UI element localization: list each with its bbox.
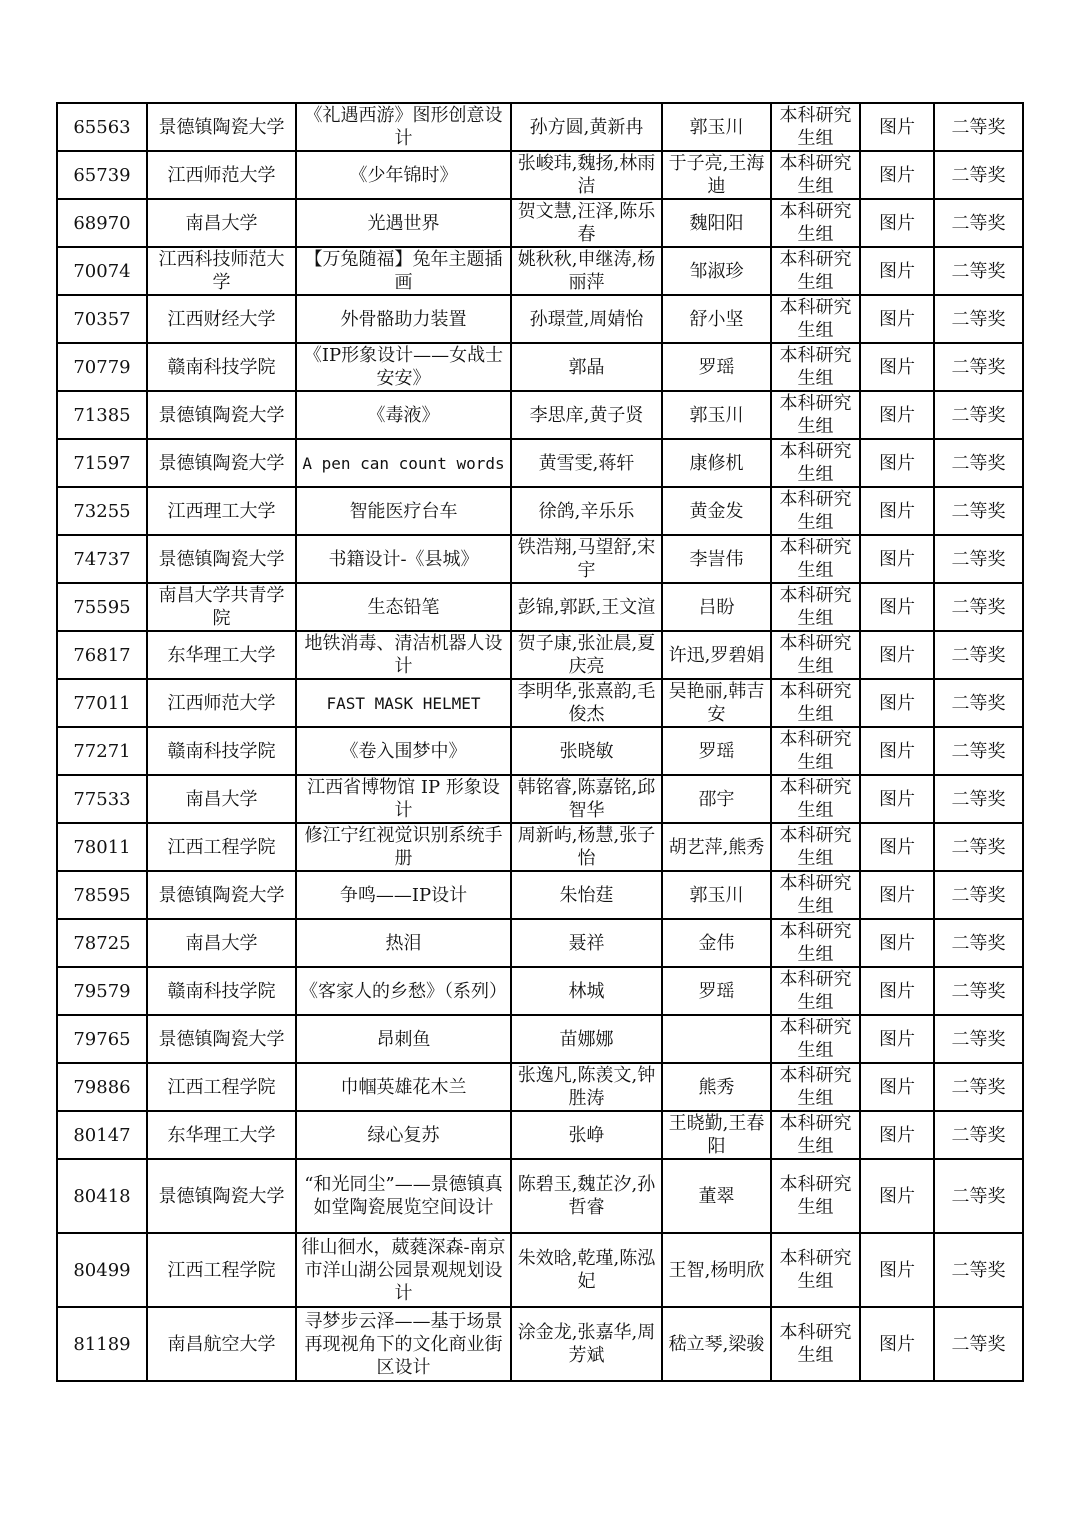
cell-title: 修江宁红视觉识别系统手册: [296, 823, 511, 871]
cell-id: 78595: [57, 871, 147, 919]
cell-group: 本科研究生组: [771, 631, 860, 679]
table-row: [57, 151, 1023, 199]
cell-school: 南昌大学: [147, 775, 296, 823]
cell-authors: 贺子康,张沚晨,夏庆亮: [511, 631, 662, 679]
cell-authors: 朱怡莛: [511, 871, 662, 919]
cell-school: 景德镇陶瓷大学: [147, 439, 296, 487]
cell-id: 65739: [57, 151, 147, 199]
cell-title: 昂刺鱼: [296, 1015, 511, 1063]
cell-category: 图片: [860, 823, 934, 871]
table-row: [57, 1015, 1023, 1063]
cell-advisor: 魏阳阳: [662, 199, 771, 247]
cell-group: 本科研究生组: [771, 919, 860, 967]
table-row: [57, 1063, 1023, 1111]
cell-id: 80147: [57, 1111, 147, 1159]
cell-advisor: 郭玉川: [662, 103, 771, 151]
cell-school: 江西工程学院: [147, 823, 296, 871]
cell-award: 二等奖: [934, 1307, 1023, 1381]
cell-school: 东华理工大学: [147, 631, 296, 679]
cell-school: 江西师范大学: [147, 151, 296, 199]
cell-award: 二等奖: [934, 343, 1023, 391]
cell-id: 74737: [57, 535, 147, 583]
cell-title: A pen can count words: [296, 439, 511, 487]
cell-id: 80418: [57, 1159, 147, 1233]
cell-authors: 姚秋秋,申继涛,杨丽萍: [511, 247, 662, 295]
cell-advisor: 吴艳丽,韩吉安: [662, 679, 771, 727]
cell-id: 78011: [57, 823, 147, 871]
cell-id: 75595: [57, 583, 147, 631]
cell-group: 本科研究生组: [771, 871, 860, 919]
table-row: [57, 487, 1023, 535]
cell-school: 江西工程学院: [147, 1063, 296, 1111]
cell-authors: 张峻玮,魏扬,林雨洁: [511, 151, 662, 199]
cell-advisor: 康修机: [662, 439, 771, 487]
cell-title: 《毒液》: [296, 391, 511, 439]
cell-group: 本科研究生组: [771, 823, 860, 871]
cell-title: 生态铅笔: [296, 583, 511, 631]
cell-title: FAST MASK HELMET: [296, 679, 511, 727]
cell-category: 图片: [860, 727, 934, 775]
table-row: [57, 103, 1023, 151]
cell-advisor: 许迅,罗碧娟: [662, 631, 771, 679]
cell-title: 热泪: [296, 919, 511, 967]
cell-title: 徘山徊水，葳蕤深森-南京市洋山湖公园景观规划设计: [296, 1233, 511, 1307]
cell-id: 73255: [57, 487, 147, 535]
cell-id: 70074: [57, 247, 147, 295]
cell-id: 71597: [57, 439, 147, 487]
cell-id: 80499: [57, 1233, 147, 1307]
cell-category: 图片: [860, 631, 934, 679]
cell-title: 《少年锦时》: [296, 151, 511, 199]
cell-title: “和光同尘”——景德镇真如堂陶瓷展览空间设计: [296, 1159, 511, 1233]
cell-authors: 彭锦,郭跃,王文渲: [511, 583, 662, 631]
cell-school: 赣南科技学院: [147, 727, 296, 775]
cell-category: 图片: [860, 391, 934, 439]
cell-category: 图片: [860, 871, 934, 919]
cell-award: 二等奖: [934, 487, 1023, 535]
cell-authors: 林城: [511, 967, 662, 1015]
cell-category: 图片: [860, 583, 934, 631]
cell-advisor: 黄金发: [662, 487, 771, 535]
cell-advisor: 舒小坚: [662, 295, 771, 343]
cell-category: 图片: [860, 1111, 934, 1159]
cell-school: 南昌大学共青学院: [147, 583, 296, 631]
table-row: [57, 727, 1023, 775]
cell-advisor: 郭玉川: [662, 391, 771, 439]
cell-id: 79579: [57, 967, 147, 1015]
cell-category: 图片: [860, 967, 934, 1015]
cell-id: 78725: [57, 919, 147, 967]
cell-authors: 朱效晗,乾瑾,陈泓妃: [511, 1233, 662, 1307]
cell-award: 二等奖: [934, 583, 1023, 631]
table-row: [57, 679, 1023, 727]
cell-title: 外骨骼助力装置: [296, 295, 511, 343]
cell-award: 二等奖: [934, 823, 1023, 871]
cell-group: 本科研究生组: [771, 1307, 860, 1381]
cell-group: 本科研究生组: [771, 439, 860, 487]
cell-advisor: 于子亮,王海迪: [662, 151, 771, 199]
cell-award: 二等奖: [934, 727, 1023, 775]
cell-group: 本科研究生组: [771, 103, 860, 151]
cell-category: 图片: [860, 1015, 934, 1063]
cell-category: 图片: [860, 1233, 934, 1307]
cell-authors: 李思庠,黄子贤: [511, 391, 662, 439]
cell-authors: 陈碧玉,魏芷汐,孙哲睿: [511, 1159, 662, 1233]
cell-title: 《卷入围梦中》: [296, 727, 511, 775]
cell-authors: 张峥: [511, 1111, 662, 1159]
cell-advisor: 王晓勤,王春阳: [662, 1111, 771, 1159]
cell-title: 书籍设计-《县城》: [296, 535, 511, 583]
cell-school: 景德镇陶瓷大学: [147, 103, 296, 151]
cell-category: 图片: [860, 199, 934, 247]
table-row: [57, 199, 1023, 247]
cell-advisor: 吕盼: [662, 583, 771, 631]
cell-id: 68970: [57, 199, 147, 247]
cell-award: 二等奖: [934, 775, 1023, 823]
cell-category: 图片: [860, 679, 934, 727]
cell-group: 本科研究生组: [771, 967, 860, 1015]
cell-authors: 贺文慧,汪泽,陈乐春: [511, 199, 662, 247]
cell-award: 二等奖: [934, 1063, 1023, 1111]
cell-category: 图片: [860, 343, 934, 391]
table-row: [57, 583, 1023, 631]
cell-advisor: 董翠: [662, 1159, 771, 1233]
cell-award: 二等奖: [934, 1015, 1023, 1063]
table-row: [57, 631, 1023, 679]
table-row: [57, 343, 1023, 391]
cell-group: 本科研究生组: [771, 247, 860, 295]
cell-school: 南昌航空大学: [147, 1307, 296, 1381]
cell-award: 二等奖: [934, 535, 1023, 583]
cell-authors: 黄雪雯,蒋轩: [511, 439, 662, 487]
awards-table-body: [57, 103, 1023, 1381]
table-row: [57, 439, 1023, 487]
cell-group: 本科研究生组: [771, 727, 860, 775]
cell-authors: 苗娜娜: [511, 1015, 662, 1063]
cell-id: 77011: [57, 679, 147, 727]
cell-group: 本科研究生组: [771, 1159, 860, 1233]
cell-advisor: 胡艺萍,熊秀: [662, 823, 771, 871]
cell-group: 本科研究生组: [771, 583, 860, 631]
cell-authors: 铁浩翔,马望舒,宋宇: [511, 535, 662, 583]
cell-group: 本科研究生组: [771, 679, 860, 727]
cell-category: 图片: [860, 487, 934, 535]
cell-id: 81189: [57, 1307, 147, 1381]
cell-title: 《礼遇西游》图形创意设计: [296, 103, 511, 151]
cell-award: 二等奖: [934, 1233, 1023, 1307]
table-row: [57, 823, 1023, 871]
cell-group: 本科研究生组: [771, 535, 860, 583]
table-row: [57, 775, 1023, 823]
cell-id: 77271: [57, 727, 147, 775]
cell-authors: 张逸凡,陈羡文,钟胜涛: [511, 1063, 662, 1111]
cell-category: 图片: [860, 439, 934, 487]
cell-id: 79765: [57, 1015, 147, 1063]
cell-award: 二等奖: [934, 199, 1023, 247]
cell-school: 东华理工大学: [147, 1111, 296, 1159]
table-row: [57, 535, 1023, 583]
cell-id: 79886: [57, 1063, 147, 1111]
table-row: [57, 295, 1023, 343]
table-row: [57, 1233, 1023, 1307]
cell-category: 图片: [860, 247, 934, 295]
cell-school: 江西科技师范大学: [147, 247, 296, 295]
cell-category: 图片: [860, 919, 934, 967]
cell-authors: 涂金龙,张嘉华,周芳斌: [511, 1307, 662, 1381]
table-row: [57, 1111, 1023, 1159]
cell-group: 本科研究生组: [771, 151, 860, 199]
cell-school: 景德镇陶瓷大学: [147, 1159, 296, 1233]
cell-title: 【万兔随福】兔年主题插画: [296, 247, 511, 295]
cell-award: 二等奖: [934, 679, 1023, 727]
cell-category: 图片: [860, 103, 934, 151]
cell-category: 图片: [860, 151, 934, 199]
cell-group: 本科研究生组: [771, 1233, 860, 1307]
cell-authors: 孙璟萱,周婧怡: [511, 295, 662, 343]
cell-award: 二等奖: [934, 1159, 1023, 1233]
cell-award: 二等奖: [934, 295, 1023, 343]
cell-advisor: 罗瑶: [662, 727, 771, 775]
cell-title: 江西省博物馆 IP 形象设计: [296, 775, 511, 823]
cell-authors: 徐鸽,辛乐乐: [511, 487, 662, 535]
table-row: [57, 1159, 1023, 1233]
cell-authors: 韩铭睿,陈嘉铭,邱智华: [511, 775, 662, 823]
cell-award: 二等奖: [934, 967, 1023, 1015]
cell-group: 本科研究生组: [771, 343, 860, 391]
table-row: [57, 1307, 1023, 1381]
cell-school: 江西财经大学: [147, 295, 296, 343]
cell-award: 二等奖: [934, 871, 1023, 919]
cell-group: 本科研究生组: [771, 1015, 860, 1063]
cell-id: 76817: [57, 631, 147, 679]
awards-table: [56, 102, 1024, 1382]
cell-group: 本科研究生组: [771, 295, 860, 343]
cell-advisor: 罗瑶: [662, 343, 771, 391]
cell-category: 图片: [860, 1063, 934, 1111]
cell-school: 江西工程学院: [147, 1233, 296, 1307]
cell-authors: 聂祥: [511, 919, 662, 967]
cell-award: 二等奖: [934, 103, 1023, 151]
cell-title: 争鸣——IP设计: [296, 871, 511, 919]
table-row: [57, 967, 1023, 1015]
cell-group: 本科研究生组: [771, 487, 860, 535]
cell-school: 江西师范大学: [147, 679, 296, 727]
cell-id: 65563: [57, 103, 147, 151]
cell-advisor: 李訔伟: [662, 535, 771, 583]
cell-category: 图片: [860, 775, 934, 823]
cell-authors: 周新屿,杨慧,张子怡: [511, 823, 662, 871]
cell-award: 二等奖: [934, 391, 1023, 439]
cell-group: 本科研究生组: [771, 1111, 860, 1159]
cell-advisor: [662, 1015, 771, 1063]
cell-school: 南昌大学: [147, 919, 296, 967]
table-row: [57, 919, 1023, 967]
cell-advisor: 嵇立琴,梁骏: [662, 1307, 771, 1381]
cell-id: 71385: [57, 391, 147, 439]
cell-id: 77533: [57, 775, 147, 823]
cell-school: 景德镇陶瓷大学: [147, 871, 296, 919]
cell-award: 二等奖: [934, 919, 1023, 967]
cell-title: 智能医疗台车: [296, 487, 511, 535]
cell-category: 图片: [860, 535, 934, 583]
cell-advisor: 邵宇: [662, 775, 771, 823]
cell-category: 图片: [860, 295, 934, 343]
cell-school: 景德镇陶瓷大学: [147, 391, 296, 439]
cell-title: 《IP形象设计——女战士安安》: [296, 343, 511, 391]
cell-title: 地铁消毒、清洁机器人设计: [296, 631, 511, 679]
cell-authors: 郭晶: [511, 343, 662, 391]
cell-authors: 李明华,张熹韵,毛俊杰: [511, 679, 662, 727]
cell-award: 二等奖: [934, 631, 1023, 679]
table-row: [57, 871, 1023, 919]
cell-authors: 孙方圆,黄新冉: [511, 103, 662, 151]
cell-group: 本科研究生组: [771, 1063, 860, 1111]
cell-title: 寻梦步云泽——基于场景再现视角下的文化商业街区设计: [296, 1307, 511, 1381]
cell-school: 景德镇陶瓷大学: [147, 1015, 296, 1063]
cell-advisor: 邹淑珍: [662, 247, 771, 295]
cell-award: 二等奖: [934, 1111, 1023, 1159]
cell-category: 图片: [860, 1159, 934, 1233]
cell-advisor: 熊秀: [662, 1063, 771, 1111]
cell-title: 绿心复苏: [296, 1111, 511, 1159]
cell-award: 二等奖: [934, 439, 1023, 487]
cell-advisor: 罗瑶: [662, 967, 771, 1015]
cell-award: 二等奖: [934, 247, 1023, 295]
cell-school: 南昌大学: [147, 199, 296, 247]
cell-group: 本科研究生组: [771, 775, 860, 823]
cell-advisor: 郭玉川: [662, 871, 771, 919]
cell-school: 江西理工大学: [147, 487, 296, 535]
cell-title: 《客家人的乡愁》（系列）: [296, 967, 511, 1015]
table-row: [57, 247, 1023, 295]
cell-school: 赣南科技学院: [147, 967, 296, 1015]
cell-authors: 张晓敏: [511, 727, 662, 775]
cell-group: 本科研究生组: [771, 391, 860, 439]
cell-category: 图片: [860, 1307, 934, 1381]
cell-school: 景德镇陶瓷大学: [147, 535, 296, 583]
cell-group: 本科研究生组: [771, 199, 860, 247]
cell-school: 赣南科技学院: [147, 343, 296, 391]
cell-award: 二等奖: [934, 151, 1023, 199]
table-row: [57, 391, 1023, 439]
cell-title: 巾帼英雄花木兰: [296, 1063, 511, 1111]
cell-id: 70357: [57, 295, 147, 343]
cell-title: 光遇世界: [296, 199, 511, 247]
cell-id: 70779: [57, 343, 147, 391]
cell-advisor: 金伟: [662, 919, 771, 967]
cell-advisor: 王智,杨明欣: [662, 1233, 771, 1307]
